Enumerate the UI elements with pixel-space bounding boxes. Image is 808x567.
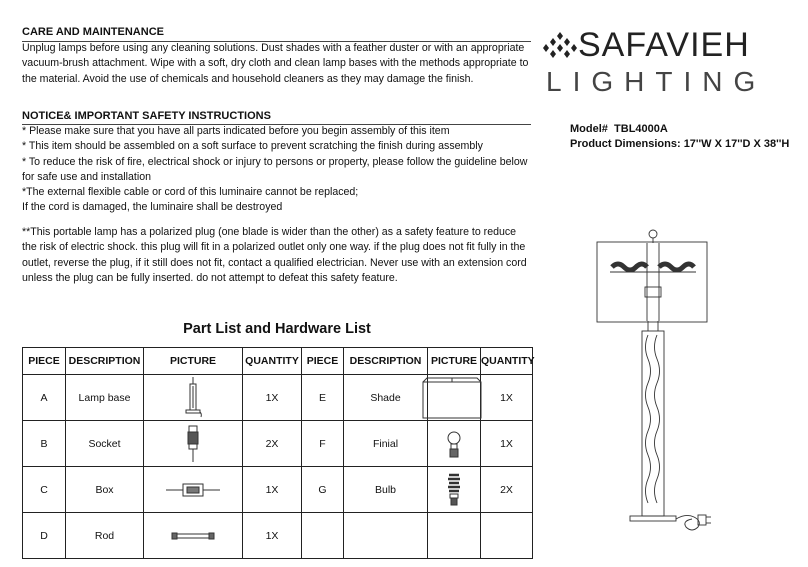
header-quantity: QUANTITY — [243, 348, 302, 375]
lamp-base-icon — [183, 376, 203, 420]
care-line: vacuum-brush attachment. Wipe with a soft, dry cloth and clean lamp bases with the methods appropriate to — [22, 57, 529, 70]
quantity-cell — [481, 513, 533, 559]
header-description: DESCRIPTION — [344, 348, 428, 375]
parts-title: Part List and Hardware List — [183, 321, 371, 337]
plug-line: outlet, reverse the plug, if it still does not fit, contact a qualified electrician. Never use with an extension cord — [22, 256, 527, 269]
header-piece: PIECE — [302, 348, 344, 375]
picture-cell — [144, 421, 243, 467]
piece-cell: F — [302, 421, 344, 467]
header-picture: PICTURE — [144, 348, 243, 375]
picture-cell — [428, 421, 481, 467]
quantity-cell: 1X — [243, 513, 302, 559]
finial-icon — [446, 428, 462, 460]
table-header-row — [23, 348, 533, 375]
quantity-cell: 1X — [243, 375, 302, 421]
description-cell: Box — [66, 467, 144, 513]
piece-cell: E — [302, 375, 344, 421]
description-cell: Bulb — [344, 467, 428, 513]
model-label: Model# — [570, 123, 608, 135]
box-icon — [165, 480, 221, 500]
lamp-illustration-icon — [590, 225, 715, 545]
care-text — [22, 41, 528, 87]
parts-table — [22, 347, 533, 559]
notice-line: *The external flexible cable or cord of this luminaire cannot be replaced; — [22, 186, 359, 199]
header-picture: PICTURE — [428, 348, 481, 375]
table-row — [23, 375, 533, 421]
notice-line: * To reduce the risk of fire, electrical shock or injury to persons or property, please follow the guideline below — [22, 155, 528, 168]
piece-cell: B — [23, 421, 66, 467]
plug-line: **This portable lamp has a polarized plug (one blade is wider than the other) as a safety feature to reduce — [22, 226, 517, 238]
plug-text — [22, 225, 527, 286]
dimensions-value: 17''W X 17''D X 38''H — [683, 138, 790, 150]
header-piece: PIECE — [23, 348, 66, 375]
piece-cell: G — [302, 467, 344, 513]
quantity-cell: 1X — [481, 421, 533, 467]
header-description: DESCRIPTION — [66, 348, 144, 375]
care-heading: CARE AND MAINTENANCE — [22, 26, 164, 38]
notice-text — [22, 124, 527, 216]
notice-line: If the cord is damaged, the luminaire shall be destroyed — [22, 201, 283, 214]
picture-cell — [144, 513, 243, 559]
socket-icon — [185, 425, 201, 463]
dimensions-label: Product Dimensions: — [570, 138, 681, 150]
description-cell: Socket — [66, 421, 144, 467]
picture-cell — [144, 375, 243, 421]
bulb-icon — [445, 472, 463, 508]
rod-icon — [170, 531, 216, 541]
brand-name: SAFAVIEH — [578, 26, 750, 64]
notice-line: * Please make sure that you have all parts indicated before you begin assembly of this item — [22, 125, 450, 137]
model-line — [570, 123, 668, 135]
table-row — [23, 513, 533, 559]
picture-cell — [428, 513, 481, 559]
description-cell: Shade — [344, 375, 428, 421]
notice-line: for safe use and installation — [22, 170, 151, 183]
piece-cell: A — [23, 375, 66, 421]
description-cell — [344, 513, 428, 559]
quantity-cell: 2X — [243, 421, 302, 467]
picture-cell — [144, 467, 243, 513]
quantity-cell: 1X — [481, 375, 533, 421]
care-line: Unplug lamps before using any cleaning solutions. Dust shades with a feather duster or with an appropriate — [22, 42, 525, 54]
piece-cell: D — [23, 513, 66, 559]
model-number: TBL4000A — [614, 123, 668, 135]
quantity-cell: 2X — [481, 467, 533, 513]
dimensions-line — [570, 138, 789, 150]
plug-line: unless the plug can be fully inserted. do not attempt to defeat this safety feature. — [22, 271, 398, 284]
care-line: the material. Avoid the use of chemicals and household cleaners as they may damage the finish. — [22, 72, 474, 85]
brand-logo-icon — [542, 30, 578, 60]
notice-line: * This item should be assembled on a soft surface to prevent scratching the finish during assembly — [22, 140, 483, 153]
brand-sub: LIGHTING — [546, 66, 767, 97]
table-row — [23, 467, 533, 513]
table-row — [23, 421, 533, 467]
picture-cell — [428, 467, 481, 513]
picture-cell — [428, 375, 481, 421]
quantity-cell: 1X — [243, 467, 302, 513]
notice-heading: NOTICE& IMPORTANT SAFETY INSTRUCTIONS — [22, 110, 271, 122]
piece-cell: C — [23, 467, 66, 513]
shade-icon — [420, 376, 484, 420]
plug-line: the risk of electric shock. this plug will fit in a polarized outlet only one way. if the plug does not fit fully in the — [22, 241, 526, 254]
description-cell: Rod — [66, 513, 144, 559]
description-cell: Lamp base — [66, 375, 144, 421]
header-quantity: QUANTITY — [481, 348, 533, 375]
piece-cell — [302, 513, 344, 559]
description-cell: Finial — [344, 421, 428, 467]
